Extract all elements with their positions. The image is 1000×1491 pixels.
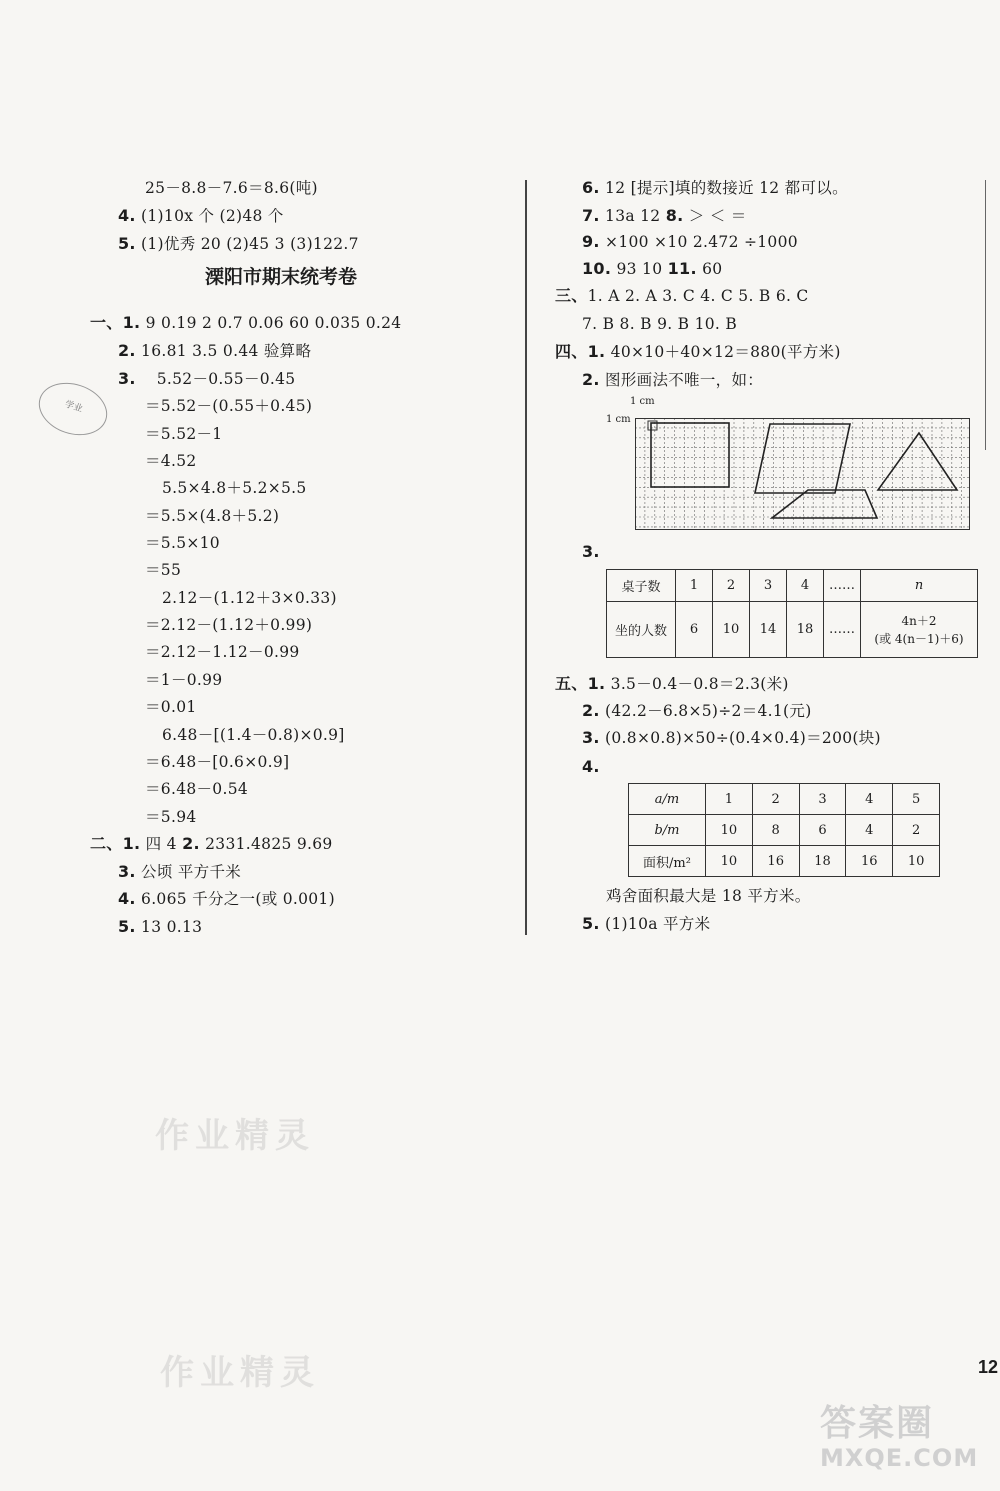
section-title: 溧阳市期末统考卷 [205, 266, 358, 288]
cell: 面积/m² [629, 846, 706, 877]
calc-step: 6.48－[(1.4－0.8)×0.9] [162, 726, 345, 744]
q2-3: 3. 公顷 平方千米 [118, 862, 242, 881]
calc-step: ＝2.12－1.12－0.99 [145, 643, 300, 661]
grid-label-top: 1 cm [630, 396, 655, 407]
calc-step: ＝4.52 [145, 452, 197, 470]
q2-4: 4. 6.065 千分之一(或 0.001) [118, 889, 335, 908]
cell: 10 [713, 602, 750, 658]
cell: 2 [713, 570, 750, 602]
cell: 3 [799, 784, 846, 815]
calc-step: ＝55 [145, 561, 182, 579]
parallelogram-shape [755, 424, 850, 493]
brand-logo: 答案圈 [820, 1403, 935, 1444]
cell: 16 [846, 846, 893, 877]
q3-line2: 7. B 8. B 9. B 10. B [582, 315, 738, 333]
calc-step: ＝5.94 [145, 808, 197, 826]
cell: 1 [676, 570, 713, 602]
q5-3: 3. (0.8×0.8)×50÷(0.4×0.4)＝200(块) [582, 728, 881, 747]
trapezoid-shape [772, 490, 877, 518]
q4-2: 2. 图形画法不唯一，如： [582, 370, 764, 389]
page-number: 12 [978, 1357, 999, 1377]
line-left-0: 25－8.8－7.6＝8.6(吨) [145, 179, 318, 197]
cell: 18 [799, 846, 846, 877]
cell: 16 [752, 846, 799, 877]
cell: 2 [752, 784, 799, 815]
cell: 14 [750, 602, 787, 658]
q2-1: 二、1. 四 4 2. 2331.4825 9.69 [90, 834, 333, 853]
cell: 10 [893, 846, 940, 877]
conclusion: 鸡舍面积最大是 18 平方米。 [606, 887, 811, 905]
column-divider [525, 180, 527, 935]
q3-line1: 三、1. A 2. A 3. C 4. C 5. B 6. C [555, 286, 809, 305]
cell: …… [824, 570, 861, 602]
right-divider [985, 180, 986, 450]
triangle-shape [878, 433, 957, 490]
q1-3: 3. 5.52－0.55－0.45 [118, 369, 296, 388]
formula: 4n＋2 [901, 613, 937, 628]
cell: b/m [629, 815, 706, 846]
q4-3: 3. [582, 542, 600, 561]
r-7: 7. 13a 12 8. ＞ ＜ ＝ [582, 206, 747, 225]
cell: 4 [846, 815, 893, 846]
calc-step: ＝6.48－[0.6×0.9] [145, 753, 290, 771]
shape-grid [635, 418, 970, 530]
calc-step: ＝1－0.99 [145, 671, 223, 689]
cell: 4 [787, 570, 824, 602]
calc-step: ＝5.52－(0.55＋0.45) [145, 397, 313, 415]
line-left-2: 5. (1)优秀 20 (2)45 3 (3)122.7 [118, 234, 359, 253]
r-6: 6. 12 [提示]填的数接近 12 都可以。 [582, 178, 848, 197]
cell: 8 [752, 815, 799, 846]
cell: 6 [799, 815, 846, 846]
calc-step: ＝5.5×10 [145, 534, 220, 552]
cell: 坐的人数 [607, 602, 676, 658]
cell: 3 [750, 570, 787, 602]
r-10: 10. 93 10 11. 60 [582, 259, 723, 278]
formula-alt: (或 4(n－1)＋6) [874, 631, 964, 646]
watermark-2: 作业精灵 [160, 1353, 320, 1393]
calc-step: ＝6.48－0.54 [145, 780, 249, 798]
rectangle-shape [651, 423, 729, 487]
cell: 2 [893, 815, 940, 846]
calc-step: 5.5×4.8＋5.2×5.5 [162, 479, 307, 497]
cell: 4 [846, 784, 893, 815]
q1-1: 一、1. 9 0.19 2 0.7 0.06 60 0.035 0.24 [90, 313, 402, 332]
cell: 桌子数 [607, 570, 676, 602]
line-left-1: 4. (1)10x 个 (2)48 个 [118, 206, 284, 225]
calc-step: ＝0.01 [145, 698, 197, 716]
q5-1: 五、1. 3.5－0.4－0.8＝2.3(米) [555, 674, 789, 693]
q2-5: 5. 13 0.13 [118, 917, 203, 936]
cell: 6 [676, 602, 713, 658]
watermark-1: 作业精灵 [155, 1116, 315, 1156]
cell: 10 [706, 846, 753, 877]
cell: a/m [629, 784, 706, 815]
r-9: 9. ×100 ×10 2.472 ÷1000 [582, 232, 798, 251]
q5-2: 2. (42.2－6.8×5)÷2＝4.1(元) [582, 701, 812, 720]
stamp: 学业 [32, 374, 114, 443]
q5-4: 4. [582, 757, 600, 776]
table-desks [606, 569, 978, 658]
q5-5: 5. (1)10a 平方米 [582, 914, 711, 933]
cell: n [861, 570, 978, 602]
calc-step: ＝5.5×(4.8＋5.2) [145, 507, 280, 525]
q1-2: 2. 16.81 3.5 0.44 验算略 [118, 341, 312, 360]
cell: 10 [706, 815, 753, 846]
cell-formula [861, 602, 978, 658]
cell: 18 [787, 602, 824, 658]
cell: 5 [893, 784, 940, 815]
brand-url: MXQE.COM [820, 1444, 979, 1472]
table-area [628, 783, 940, 877]
grid-label-side: 1 cm [606, 414, 631, 425]
calc-step: ＝2.12－(1.12＋0.99) [145, 616, 313, 634]
calc-step: ＝5.52－1 [145, 425, 223, 443]
calc-step: 2.12－(1.12＋3×0.33) [162, 589, 337, 607]
cell: …… [824, 602, 861, 658]
q4-1: 四、1. 40×10＋40×12＝880(平方米) [555, 342, 841, 361]
cell: 1 [706, 784, 753, 815]
